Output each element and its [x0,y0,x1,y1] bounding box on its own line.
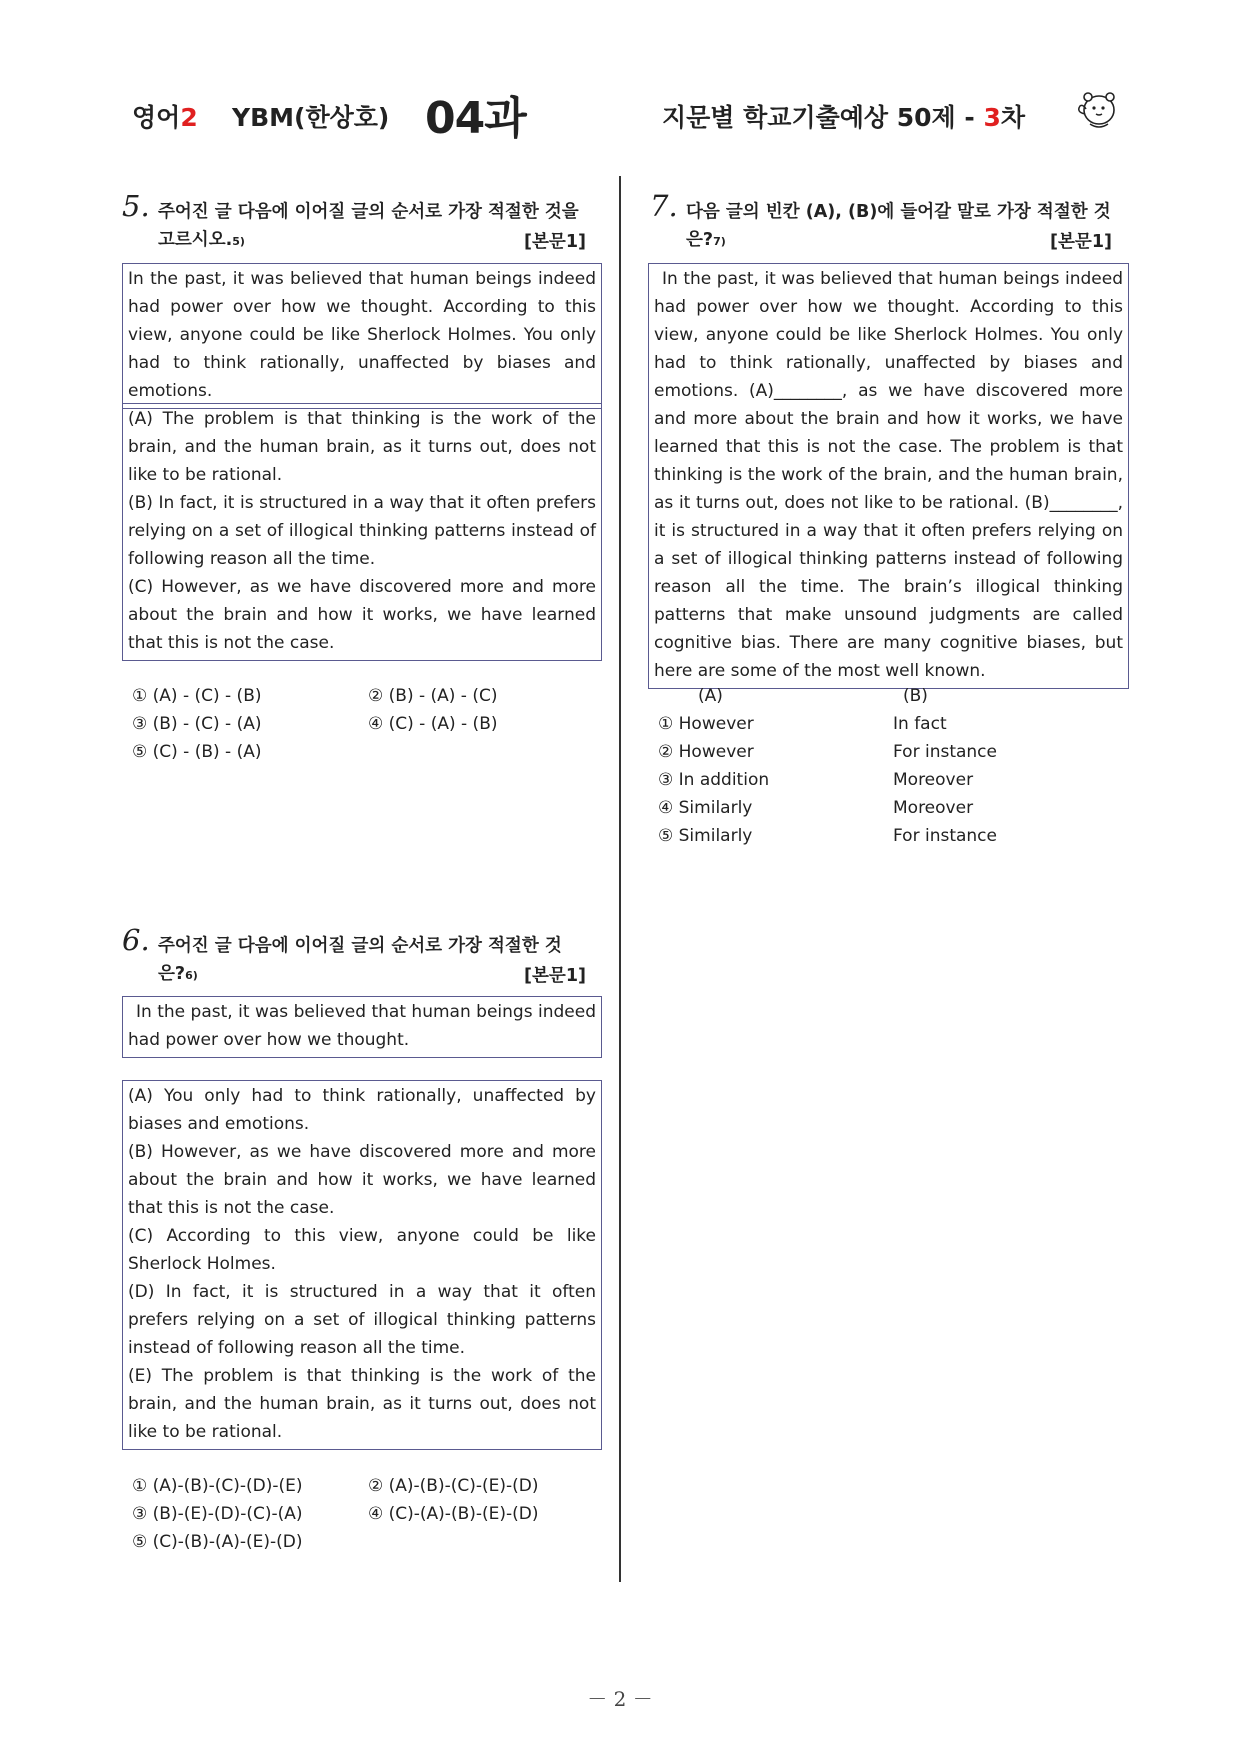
paragraphs-box [122,403,602,661]
paragraph-a: (A) You only had to think rationally, unaffected by biases and emotions. [128,1086,596,1134]
option-5[interactable]: ⑤ (C)-(B)-(A)-(E)-(D) [132,1532,303,1552]
column-a-header: (A) [698,686,723,706]
passage-box: In the past, it was believed that human beings indeed had power over how we thought. According to this view, anyone could be like Sherlock Holmes. You only had to think rationally, unaffected by biases and emotions. (A)________, as we have discovered more and more about the brain and how it works, we have learned that this is not the case. The problem is that thinking is the work of the brain, and the human brain, as it turns out, does not like to be rational. (B)________, it is structured in a way that it often prefers relying on a set of illogical thinking patterns instead of following reason all the time. The brain’s illogical thinking patterns that make unsound judgments are called cognitive bias. There are many cognitive biases, but here are some of the most well known. [648,263,1129,689]
question-number: 5. [122,189,150,223]
column-divider [619,176,621,1582]
publisher-label: YBM(한상호) [232,103,390,132]
question-title: 7. 다음 글의 빈칸 (A), (B)에 들어갈 말로 가장 적절한 것 은?7) [본문1] [650,198,1128,256]
option-1[interactable]: ① However In fact [658,714,947,734]
paragraph-c: (C) According to this view, anyone could be like Sherlock Holmes. [128,1226,596,1274]
option-3[interactable]: ③ In addition Moreover [658,770,974,790]
question-6 [122,923,602,990]
paragraph-c: (C) However, as we have discovered more and more about the brain and how it works, we have learned that this is not the case. [128,577,596,653]
given-text-box: In the past, it was believed that human beings indeed had power over how we thought. [122,996,602,1058]
source-tag: [본문1] [1050,232,1112,252]
answer-table-header [658,682,1058,710]
option-2[interactable]: ② However For instance [658,742,997,762]
question-title: 6. 주어진 글 다음에 이어질 글의 순서로 가장 적절한 것 은?6) [본문1] [122,932,602,990]
option-4[interactable]: ④ Similarly Moreover [658,798,974,818]
lesson-title: 04과 [425,93,526,144]
page-header [0,88,1240,144]
question-5 [122,189,602,256]
paragraph-b: (B) However, as we have discovered more and more about the brain and how it works, we have learned that this is not the case. [128,1142,596,1218]
question-title: 5. 주어진 글 다음에 이어질 글의 순서로 가장 적절한 것을 고르시오.5) [본문1] [122,198,602,256]
series-label: 지문별 학교기출예상 50제 - 3차 [662,103,1026,132]
question-number: 7. [650,189,678,223]
paragraph-e: (E) The problem is that thinking is the work of the brain, and the human brain, as it turns out, does not like to be rational. [128,1366,596,1442]
option-2[interactable]: ② (B) - (A) - (C) [368,686,498,706]
given-text-box: In the past, it was believed that human beings indeed had power over how we thought. According to this view, anyone could be like Sherlock Holmes. You only had to think rationally, unaffected by biases and emotions. [122,263,602,409]
option-1[interactable]: ① (A)-(B)-(C)-(D)-(E) [132,1476,303,1496]
option-4[interactable]: ④ (C)-(A)-(B)-(E)-(D) [368,1504,539,1524]
answer-table [658,682,1058,850]
option-2[interactable]: ② (A)-(B)-(C)-(E)-(D) [368,1476,539,1496]
source-tag: [본문1] [524,232,586,252]
question-7 [650,189,1128,256]
option-4[interactable]: ④ (C) - (A) - (B) [368,714,498,734]
paragraphs-box [122,1080,602,1450]
subject-label: 영어2 [132,103,198,132]
option-5[interactable]: ⑤ Similarly For instance [658,826,997,846]
source-tag: [본문1] [524,966,586,986]
option-3[interactable]: ③ (B) - (C) - (A) [132,714,262,734]
option-5[interactable]: ⑤ (C) - (B) - (A) [132,742,262,762]
option-3[interactable]: ③ (B)-(E)-(D)-(C)-(A) [132,1504,303,1524]
paragraph-a: (A) The problem is that thinking is the work of the brain, and the human brain, as it turns out, does not like to be rational. [128,409,596,485]
page-number: － 2 － [587,1687,653,1711]
paragraph-b: (B) In fact, it is structured in a way that it often prefers relying on a set of illogical thinking patterns instead of following reason all the time. [128,493,596,569]
paragraph-d: (D) In fact, it is structured in a way that it often prefers relying on a set of illogical thinking patterns instead of following reason all the time. [128,1282,596,1358]
mascot-icon [1072,84,1122,134]
option-1[interactable]: ① (A) - (C) - (B) [132,686,262,706]
column-b-header: (B) [903,686,928,706]
question-number: 6. [122,923,150,957]
